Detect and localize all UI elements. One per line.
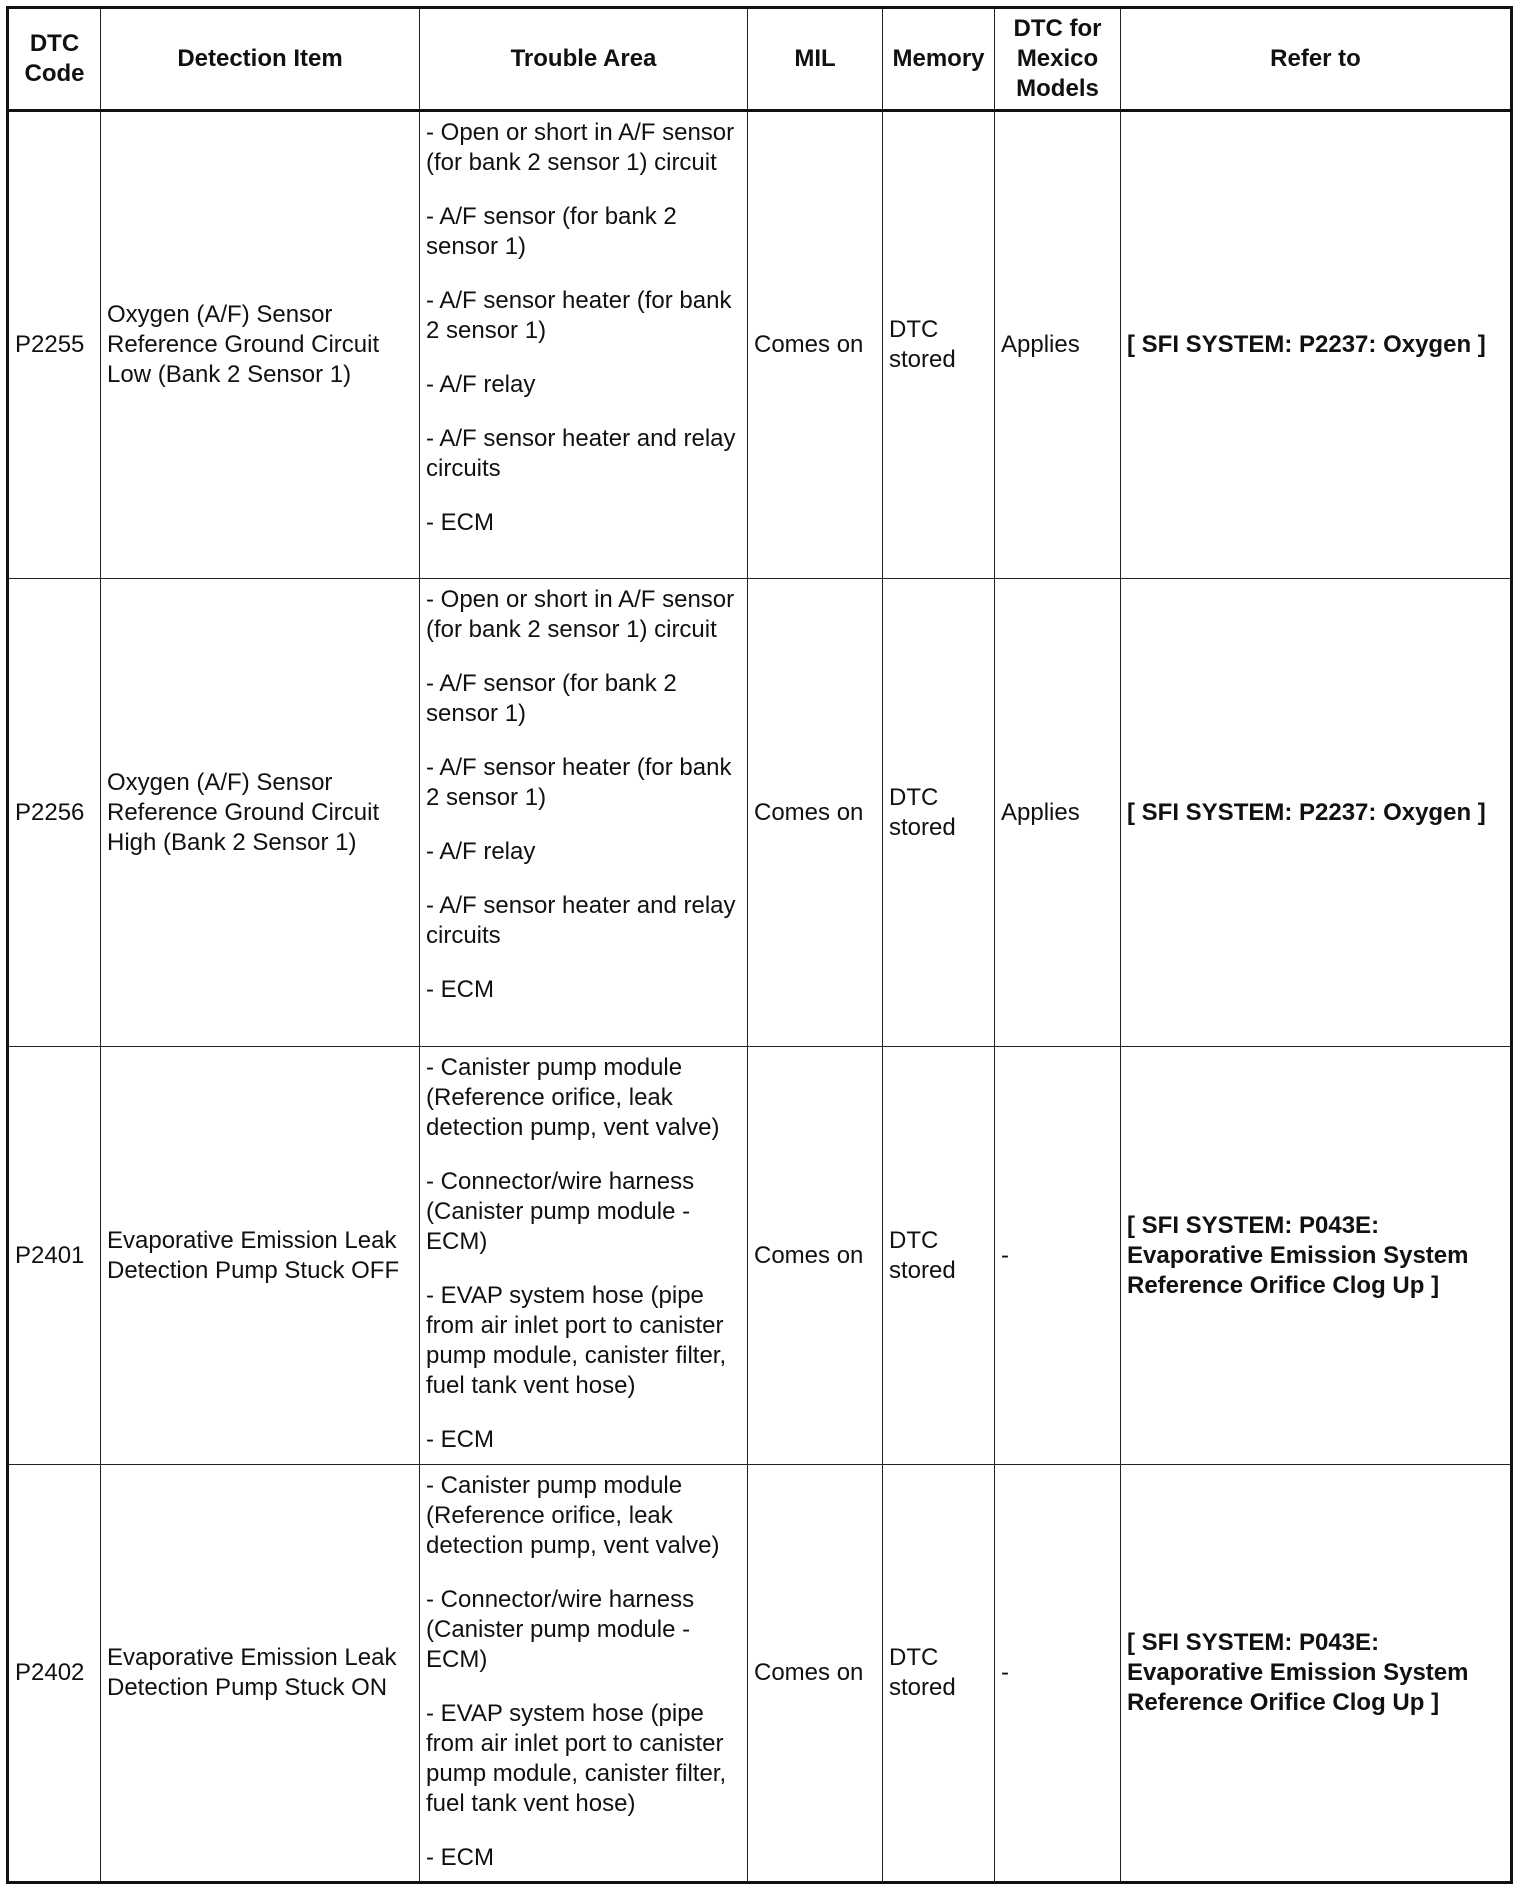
table-row xyxy=(8,579,1512,1047)
refer-to-cell[interactable] xyxy=(1121,111,1512,579)
refer-to-cell[interactable] xyxy=(1121,1465,1512,1883)
mil-cell: Comes on xyxy=(748,579,883,1047)
trouble-item: - EVAP system hose (pipe from air inlet port to canister pump module, canister filter, fuel tank vent hose) xyxy=(426,1700,727,1817)
mil-cell: Comes on xyxy=(748,1047,883,1465)
dtc-code-cell: P2401 xyxy=(8,1047,101,1465)
header-refer-to: Refer to xyxy=(1121,8,1512,111)
dtc-table xyxy=(6,6,1513,1884)
header-mil: MIL xyxy=(748,8,883,111)
header-memory: Memory xyxy=(883,8,995,111)
trouble-item: - A/F sensor heater (for bank 2 sensor 1) xyxy=(426,287,732,344)
refer-to-cell[interactable] xyxy=(1121,579,1512,1047)
detection-item-cell: Oxygen (A/F) Sensor Reference Ground Circuit High (Bank 2 Sensor 1) xyxy=(101,579,420,1047)
mexico-cell: - xyxy=(995,1465,1121,1883)
trouble-item: - ECM xyxy=(426,1844,494,1871)
table-row xyxy=(8,111,1512,579)
mexico-cell: Applies xyxy=(995,111,1121,579)
refer-to-cell[interactable] xyxy=(1121,1047,1512,1465)
trouble-item: - ECM xyxy=(426,509,494,536)
dtc-code-cell: P2256 xyxy=(8,579,101,1047)
trouble-area-cell xyxy=(420,579,748,1047)
detection-item-cell: Evaporative Emission Leak Detection Pump Stuck ON xyxy=(101,1465,420,1883)
header-detection-item: Detection Item xyxy=(101,8,420,111)
trouble-item: - Canister pump module (Reference orifice, leak detection pump, vent valve) xyxy=(426,1054,720,1141)
memory-cell: DTC stored xyxy=(883,579,995,1047)
header-row xyxy=(8,8,1512,111)
trouble-area-cell xyxy=(420,111,748,579)
mexico-cell: - xyxy=(995,1047,1121,1465)
memory-cell: DTC stored xyxy=(883,1047,995,1465)
trouble-item: - A/F relay xyxy=(426,838,536,865)
header-dtc-mexico: DTC for Mexico Models xyxy=(995,8,1121,111)
detection-item-cell: Oxygen (A/F) Sensor Reference Ground Circuit Low (Bank 2 Sensor 1) xyxy=(101,111,420,579)
memory-cell: DTC stored xyxy=(883,1465,995,1883)
trouble-item: - EVAP system hose (pipe from air inlet port to canister pump module, canister filter, fuel tank vent hose) xyxy=(426,1282,727,1399)
header-trouble-area: Trouble Area xyxy=(420,8,748,111)
trouble-item: - ECM xyxy=(426,976,494,1003)
trouble-item: - A/F sensor (for bank 2 sensor 1) xyxy=(426,670,677,727)
trouble-item: - A/F relay xyxy=(426,371,536,398)
trouble-area-cell xyxy=(420,1465,748,1883)
trouble-item: - Connector/wire harness (Canister pump module - ECM) xyxy=(426,1168,695,1255)
memory-cell: DTC stored xyxy=(883,111,995,579)
trouble-item: - Open or short in A/F sensor (for bank 2 sensor 1) circuit xyxy=(426,586,735,643)
trouble-item: - A/F sensor heater (for bank 2 sensor 1) xyxy=(426,754,732,811)
refer-to-link[interactable]: [ SFI SYSTEM: P2237: Oxygen ] xyxy=(1127,798,1486,826)
refer-to-link[interactable]: [ SFI SYSTEM: P2237: Oxygen ] xyxy=(1127,331,1486,358)
trouble-area-cell xyxy=(420,1047,748,1465)
dtc-code-cell: P2255 xyxy=(8,111,101,579)
header-dtc-code: DTC Code xyxy=(8,8,101,111)
dtc-code-cell: P2402 xyxy=(8,1465,101,1883)
trouble-item: - A/F sensor heater and relay circuits xyxy=(426,892,736,949)
mil-cell: Comes on xyxy=(748,111,883,579)
table-row xyxy=(8,1047,1512,1465)
mil-cell: Comes on xyxy=(748,1465,883,1883)
trouble-item: - A/F sensor (for bank 2 sensor 1) xyxy=(426,203,677,260)
mexico-cell: Applies xyxy=(995,579,1121,1047)
trouble-item: - Canister pump module (Reference orifice, leak detection pump, vent valve) xyxy=(426,1472,720,1559)
trouble-item: - Open or short in A/F sensor (for bank 2 sensor 1) circuit xyxy=(426,119,735,176)
trouble-item: - A/F sensor heater and relay circuits xyxy=(426,425,736,482)
table-row xyxy=(8,1465,1512,1883)
detection-item-cell: Evaporative Emission Leak Detection Pump Stuck OFF xyxy=(101,1047,420,1465)
trouble-item: - ECM xyxy=(426,1426,494,1453)
refer-to-link[interactable]: [ SFI SYSTEM: P043E: Evaporative Emission System Reference Orifice Clog Up ] xyxy=(1127,1629,1469,1716)
refer-to-link[interactable]: [ SFI SYSTEM: P043E: Evaporative Emission System Reference Orifice Clog Up ] xyxy=(1127,1211,1469,1299)
trouble-item: - Connector/wire harness (Canister pump module - ECM) xyxy=(426,1586,695,1673)
